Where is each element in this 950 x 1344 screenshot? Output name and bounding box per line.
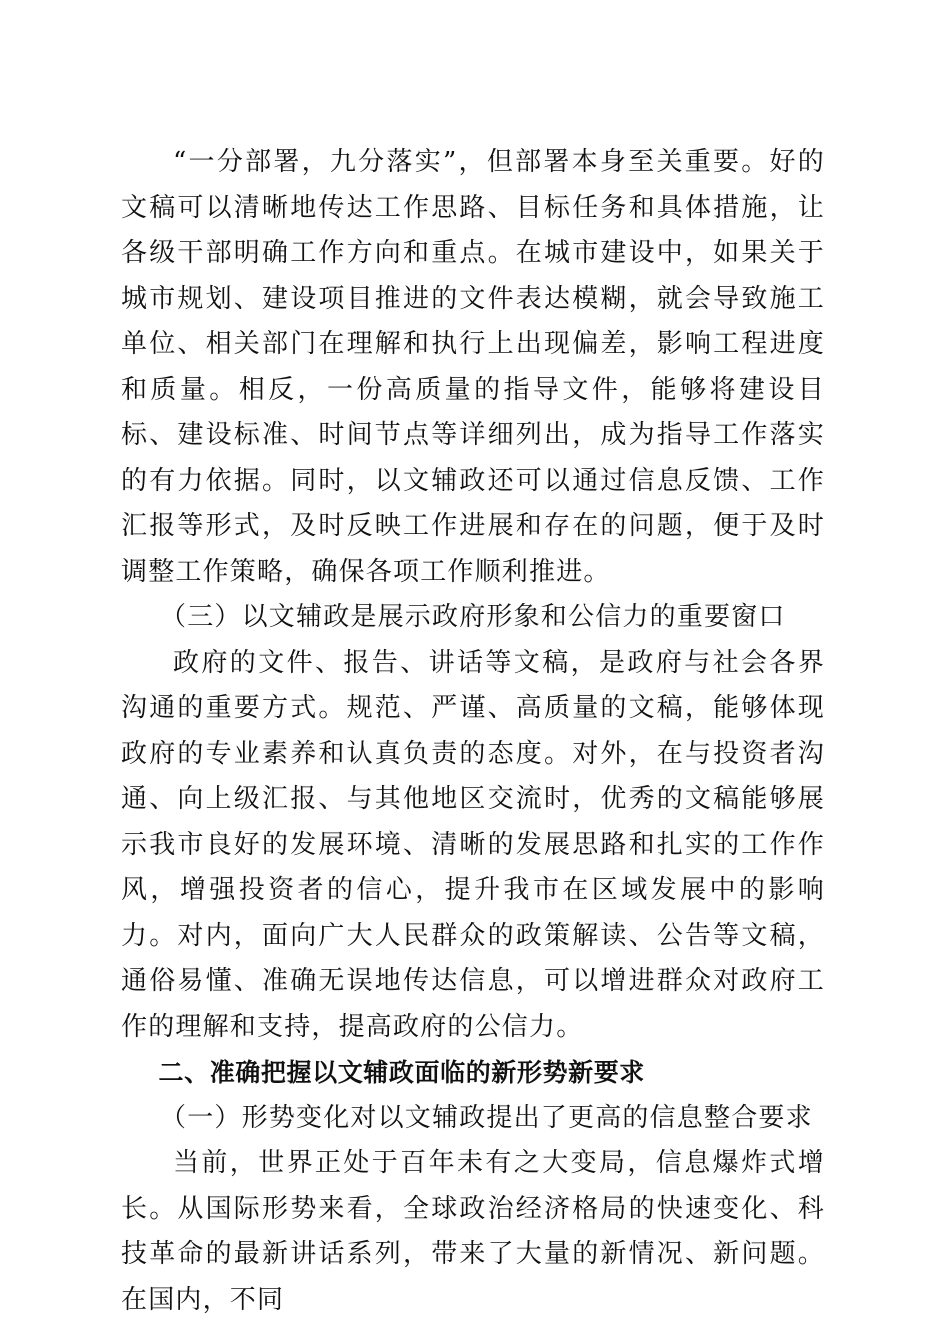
subheading: （三）以文辅政是展示政府形象和公信力的重要窗口 bbox=[160, 602, 786, 632]
body-paragraph: “一分部署，九分落实”，但部署本身至关重要。好的文稿可以清晰地传达工作思路、目标任务和具体措施，让各级干部明确工作方向和重点。在城市建设中，如果关于城市规划、建设项目推进的文件表达模糊，就会导致施工单位、相关部门在理解和执行上出现偏差，影响工程进度和质量。相反，一份高质量的指导文件，能够将建设目标、建设标准、时间节点等详细列出，成为指导工作落实的有力依据。同时，以文辅政还可以通过信息反馈、工作汇报等形式，及时反映工作进展和存在的问题，便于及时调整工作策略，确保各项工作顺利推进。 bbox=[121, 147, 825, 587]
subheading: （一）形势变化对以文辅政提出了更高的信息整合要求 bbox=[160, 1102, 813, 1133]
document-body bbox=[121, 140, 825, 1323]
body-paragraph: 当前，世界正处于百年未有之大变局，信息爆炸式增长。从国际形势来看，全球政治经济格局的快速变化、科技革命的最新讲话系列，带来了大量的新情况、新问题。在国内，不同 bbox=[121, 1148, 825, 1315]
section-heading: 二、准确把握以文辅政面临的新形势新要求 bbox=[158, 1058, 645, 1087]
body-paragraph: 政府的文件、报告、讲话等文稿，是政府与社会各界沟通的重要方式。规范、严谨、高质量的文稿，能够体现政府的专业素养和认真负责的态度。对外，在与投资者沟通、向上级汇报、与其他地区交流时，优秀的文稿能够展示我市良好的发展环境、清晰的发展思路和扎实的工作作风，增强投资者的信心，提升我市在区域发展中的影响力。对内，面向广大人民群众的政策解读、公告等文稿，通俗易懂、准确无误地传达信息，可以增进群众对政府工作的理解和支持，提高政府的公信力。 bbox=[121, 647, 825, 1042]
